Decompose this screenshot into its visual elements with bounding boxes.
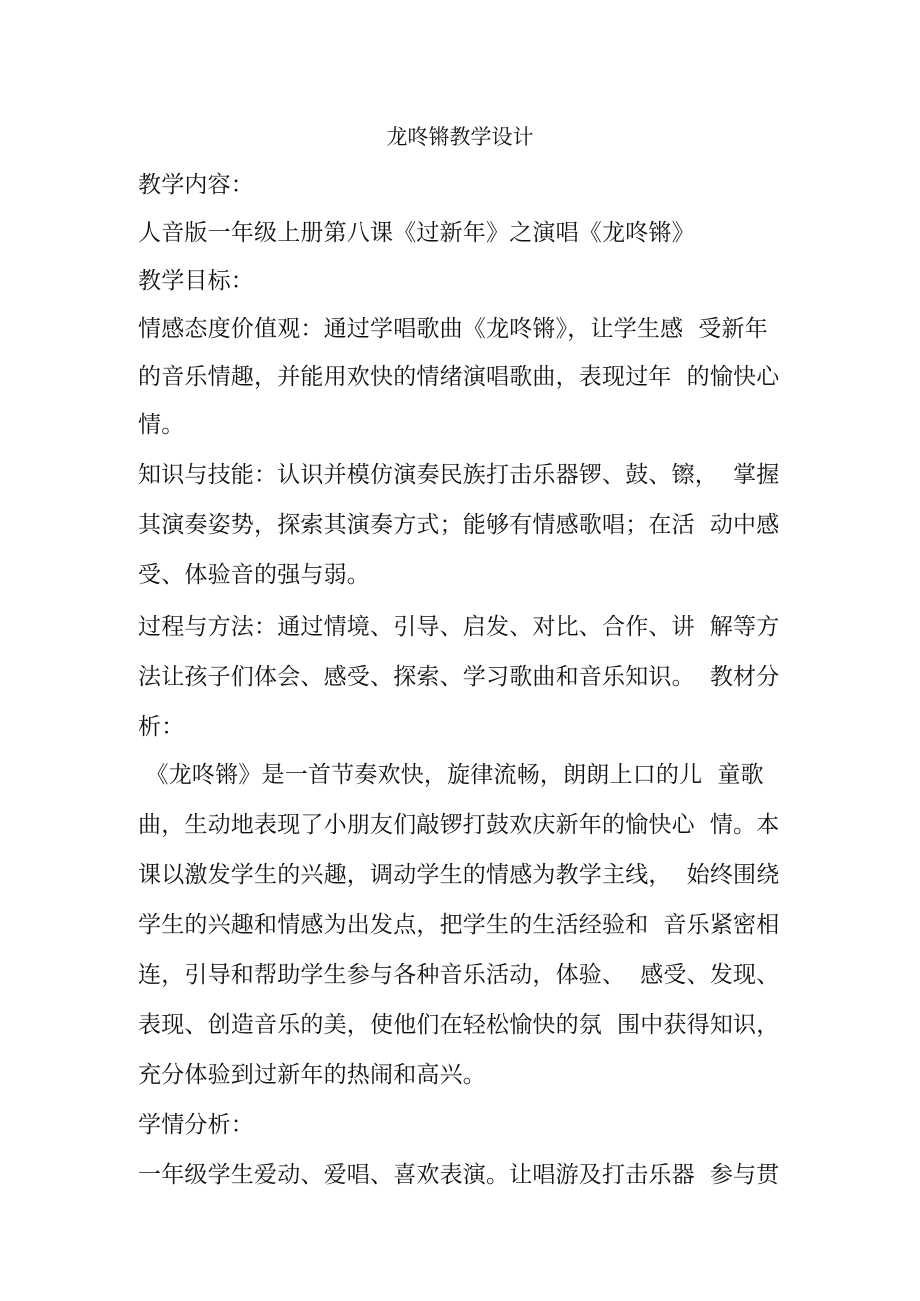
text-line: 学生的兴趣和情感为出发点，把学生的生活经验和 音乐紧密相 bbox=[138, 912, 780, 938]
document-title: 龙咚锵教学设计 bbox=[386, 125, 534, 149]
text-line: 情感态度价值观：通过学唱歌曲《龙咚锵》，让学生感 受新年 bbox=[138, 316, 768, 342]
text-line-analysis-heading: 学情分析： bbox=[138, 1112, 254, 1138]
text-line: 的音乐情趣，并能用欢快的情绪演唱歌曲，表现过年 的愉快心 bbox=[138, 364, 780, 390]
text-line: 法让孩子们体会、感受、探索、学习歌曲和音乐知识。 教材分 bbox=[138, 664, 780, 690]
text-line: 知识与技能：认识并模仿演奏民族打击乐器锣、鼓、镲， 掌握 bbox=[138, 462, 780, 488]
text-line: 过程与方法：通过情境、引导、启发、对比、合作、讲 解等方 bbox=[138, 614, 780, 640]
text-line: 课以激发学生的兴趣，调动学生的情感为教学主线， 始终围绕 bbox=[138, 862, 780, 888]
text-line: 连，引导和帮助学生参与各种音乐活动，体验、 感受、发现、 bbox=[138, 962, 780, 988]
text-line: 《龙咚锵》是一首节奏欢快，旋律流畅，朗朗上口的儿 童歌 bbox=[138, 762, 764, 788]
text-line-content: 人音版一年级上册第八课《过新年》之演唱《龙咚锵》 bbox=[138, 220, 695, 246]
text-line: 表现、创造音乐的美，使他们在轻松愉快的氛 围中获得知识， bbox=[138, 1012, 780, 1038]
text-line: 曲，生动地表现了小朋友们敲锣打鼓欢庆新年的愉快心 情。本 bbox=[138, 812, 780, 838]
text-line-content-heading: 教学内容： bbox=[138, 172, 254, 198]
text-line: 一年级学生爱动、爱唱、喜欢表演。让唱游及打击乐器 参与贯 bbox=[138, 1162, 780, 1188]
text-line: 受、体验音的强与弱。 bbox=[138, 562, 370, 588]
text-line-goals-heading: 教学目标： bbox=[138, 268, 254, 294]
text-line: 情。 bbox=[138, 412, 185, 438]
text-line: 充分体验到过新年的热闹和高兴。 bbox=[138, 1062, 486, 1088]
text-line: 其演奏姿势，探索其演奏方式；能够有情感歌唱；在活 动中感 bbox=[138, 512, 780, 538]
text-line: 析： bbox=[138, 714, 185, 740]
